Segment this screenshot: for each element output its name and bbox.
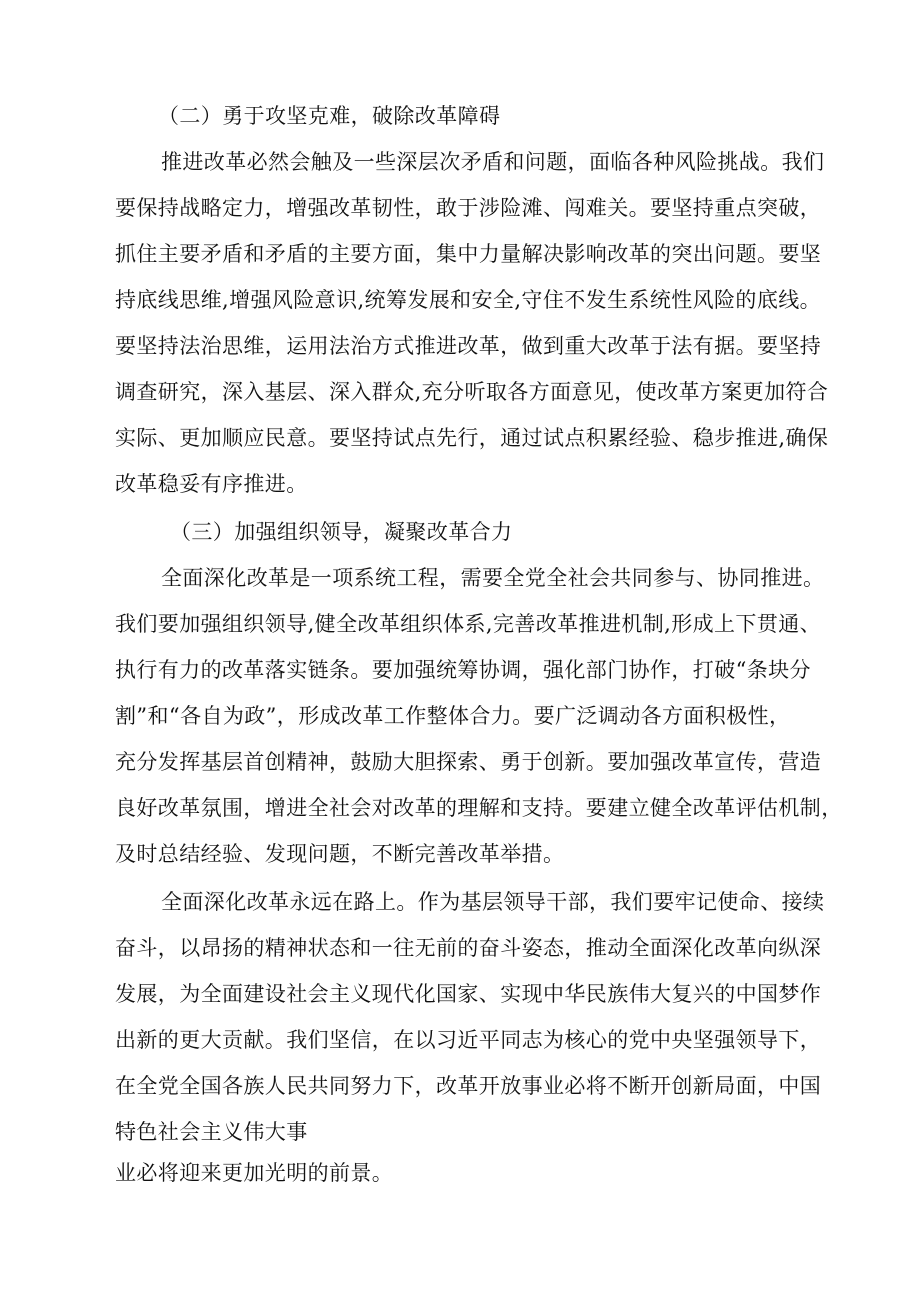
closing-line: 全面深化改革永远在路上。作为基层领导干部，我们要牢记使命、接续 — [161, 890, 825, 914]
paragraph-line: 推进改革必然会触及一些深层次矛盾和问题，面临各种风险挑战。我们 — [161, 150, 825, 174]
closing-line: 奋斗，以昂扬的精神状态和一往无前的奋斗姿态，推动全面深化改革向纵深 — [115, 936, 822, 960]
closing-line: 发展，为全面建设社会主义现代化国家、实现中华民族伟大复兴的中国梦作 — [115, 982, 822, 1006]
paragraph-line: 执行有力的改革落实链条。要加强统筹协调，强化部门协作，打破“条块分 — [115, 658, 811, 682]
section-heading: （三）加强组织领导，凝聚改革合力 — [170, 520, 513, 544]
paragraph-line: 实际、更加顺应民意。要坚持试点先行，通过试点积累经验、稳步推进,确保 — [115, 426, 829, 450]
closing-line: 特色社会主义伟大事 — [115, 1120, 308, 1144]
paragraph-line: 全面深化改革是一项系统工程，需要全党全社会共同参与、协同推进。 — [161, 566, 825, 590]
paragraph-line: 要坚持法治思维，运用法治方式推进改革，做到重大改革于法有据。要坚持 — [115, 334, 822, 358]
section-heading: （二）勇于攻坚克难，破除改革障碍 — [158, 104, 501, 128]
paragraph-line: 抓住主要矛盾和矛盾的主要方面，集中力量解决影响改革的突出问题。要坚 — [115, 242, 822, 266]
paragraph-line: 持底线思维,增强风险意识,统筹发展和安全,守住不发生系统性风险的底线。 — [115, 288, 822, 312]
paragraph-line: 要保持战略定力，增强改革韧性，敢于涉险滩、闯难关。要坚持重点突破， — [115, 196, 822, 220]
paragraph-line: 调查研究，深入基层、深入群众,充分听取各方面意见，使改革方案更加符合 — [115, 380, 829, 404]
closing-line: 业必将迎来更加光明的前景。 — [115, 1161, 394, 1185]
closing-line: 在全党全国各族人民共同努力下，改革开放事业必将不断开创新局面，中国 — [115, 1074, 822, 1098]
paragraph-line: 我们要加强组织领导,健全改革组织体系,完善改革推进机制,形成上下贯通、 — [115, 612, 822, 636]
paragraph-line: 改革稳妥有序推进。 — [115, 472, 308, 496]
paragraph-line: 良好改革氛围，增进全社会对改革的理解和支持。要建立健全改革评估机制， — [115, 796, 843, 820]
paragraph-line: 充分发挥基层首创精神，鼓励大胆探索、勇于创新。要加强改革宣传，营造 — [115, 750, 822, 774]
paragraph-line: 及时总结经验、发现问题，不断完善改革举措。 — [115, 842, 565, 866]
closing-line: 出新的更大贡献。我们坚信，在以习近平同志为核心的党中央坚强领导下， — [115, 1028, 822, 1052]
paragraph-line: 割”和“各自为政”，形成改革工作整体合力。要广泛调动各方面积极性， — [115, 704, 791, 728]
